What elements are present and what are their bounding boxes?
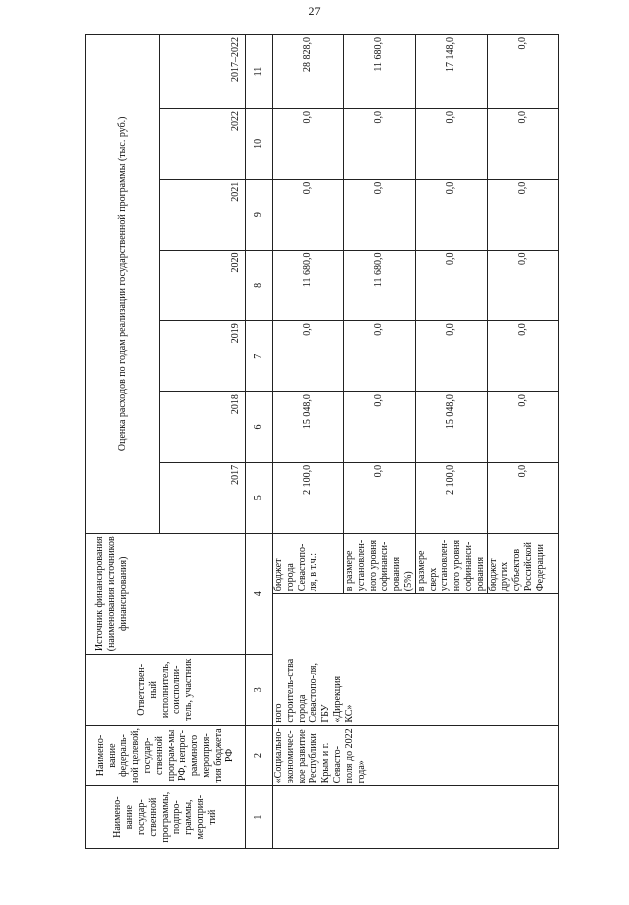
value-cell: 15 048,0 — [273, 392, 344, 463]
value-cell: 0,0 — [487, 321, 558, 392]
value-cell: 0,0 — [415, 109, 487, 180]
column-number: 8 — [246, 250, 273, 321]
value-cell: 0,0 — [487, 109, 558, 180]
header-year-2022: 2022 — [160, 109, 246, 180]
column-number: 10 — [246, 109, 273, 180]
column-number: 3 — [246, 654, 273, 725]
value-cell: 15 048,0 — [415, 392, 487, 463]
executor-cell: ного строитель-ства города Севастопо-ля, ГБУ «Дирекция КС» — [273, 654, 559, 725]
page-number: 27 — [308, 4, 321, 18]
column-number: 2 — [246, 725, 273, 786]
value-cell: 0,0 — [487, 179, 558, 250]
source-cell: бюджет города Севастопо-ля, в т.ч.: — [273, 533, 344, 594]
value-cell: 0,0 — [344, 321, 416, 392]
value-cell: 0,0 — [487, 392, 558, 463]
value-cell: 0,0 — [415, 179, 487, 250]
value-cell: 0,0 — [415, 250, 487, 321]
value-cell: 11 680,0 — [273, 250, 344, 321]
program-name-cell: «Социально-экономичес-кое развитие Республики Крым и г. Севасто-поля до 2022 года» — [273, 725, 559, 786]
column-number: 6 — [246, 392, 273, 463]
header-year-2020: 2020 — [160, 250, 246, 321]
value-cell: 0,0 — [344, 462, 416, 533]
column-numbers-row — [246, 35, 273, 849]
empty-cell — [273, 786, 559, 849]
value-cell: 11 680,0 — [344, 250, 416, 321]
table-row — [273, 35, 344, 849]
value-cell: 0,0 — [487, 35, 558, 109]
header-federal-program: Наимено-вание федераль-ной целевой, государ-ственной програм-мы РФ, непрог-раммного мероприя-тия бюджета РФ — [86, 725, 246, 786]
column-number: 1 — [246, 786, 273, 849]
column-number: 5 — [246, 462, 273, 533]
value-cell: 0,0 — [273, 109, 344, 180]
value-cell: 2 100,0 — [273, 462, 344, 533]
source-cell: в размере сверх установлен-ного уровня софинанси-рования — [415, 533, 487, 594]
budget-table — [85, 34, 559, 849]
column-number: 7 — [246, 321, 273, 392]
source-cell: бюджет других субъектов Российской Федерации — [487, 533, 558, 594]
header-expense-estimate: Оценка расходов по годам реализации государственной программы (тыс. руб.) — [86, 35, 160, 534]
header-year-2018: 2018 — [160, 392, 246, 463]
value-cell: 0,0 — [487, 250, 558, 321]
header-financing-source: Источник финансирования (наименования источников финансирования) — [86, 533, 246, 654]
value-cell: 0,0 — [344, 109, 416, 180]
value-cell: 0,0 — [344, 179, 416, 250]
value-cell: 0,0 — [415, 321, 487, 392]
value-cell: 28 828,0 — [273, 35, 344, 109]
empty-cell — [273, 594, 559, 655]
header-year-2021: 2021 — [160, 179, 246, 250]
source-cell: в размере установлен-ного уровня софинанси-рования (5%) — [344, 533, 416, 594]
header-year-2019: 2019 — [160, 321, 246, 392]
column-number: 11 — [246, 35, 273, 109]
header-year-total: 2017–2022 — [160, 35, 246, 109]
header-responsible-executor: Ответствен-ный исполнитель, соисполни-тель, участник — [86, 654, 246, 725]
value-cell: 0,0 — [273, 321, 344, 392]
column-number: 9 — [246, 179, 273, 250]
value-cell: 0,0 — [273, 179, 344, 250]
rotated-table-wrapper — [85, 34, 565, 849]
value-cell: 17 148,0 — [415, 35, 487, 109]
value-cell: 0,0 — [344, 392, 416, 463]
value-cell: 2 100,0 — [415, 462, 487, 533]
column-number: 4 — [246, 533, 273, 654]
value-cell: 11 680,0 — [344, 35, 416, 109]
header-program-name: Наимено-вание государ-ственной программы, подпро-граммы, мероприя-тий — [86, 786, 246, 849]
value-cell: 0,0 — [487, 462, 558, 533]
header-year-2017: 2017 — [160, 462, 246, 533]
